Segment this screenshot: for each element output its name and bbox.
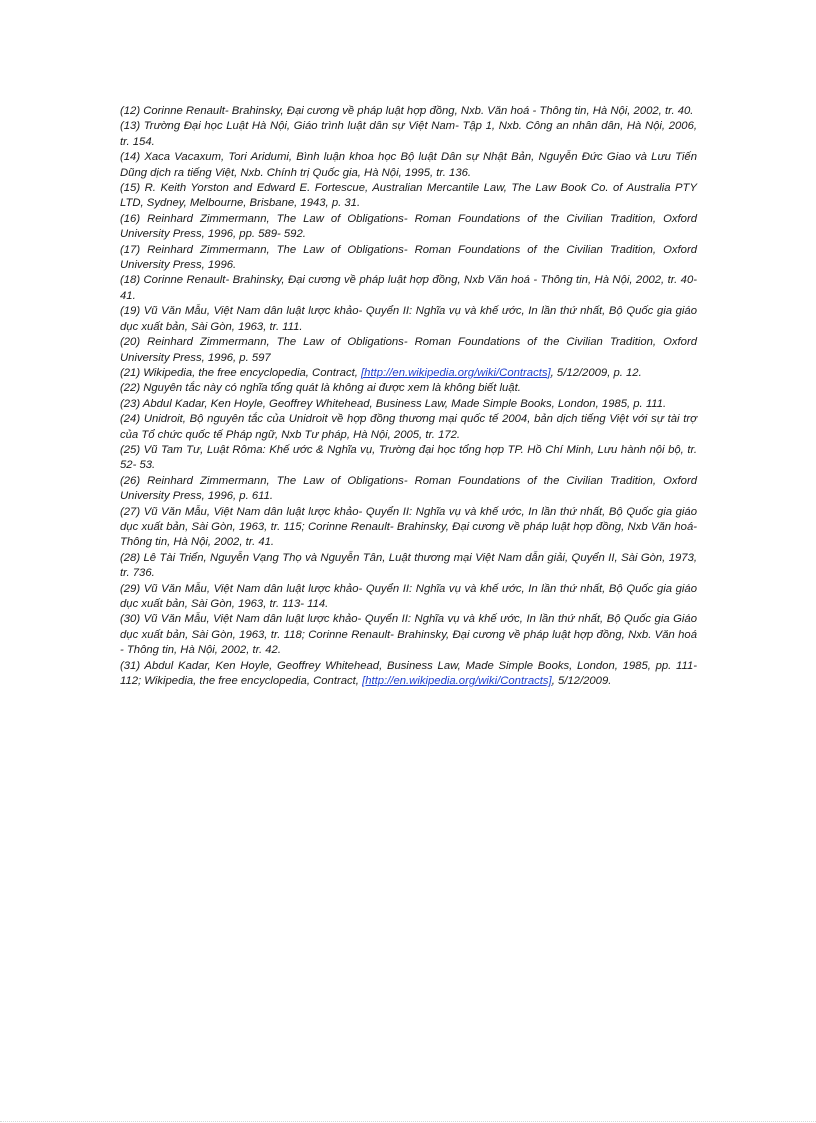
footnote	[120, 243, 697, 274]
footnote-text: (28) Lê Tài Triển, Nguyễn Vạng Thọ và Nguyễn Tân, Luật thương mại Việt Nam dẫn giải, Quyển II, Sài Gòn, 1973, tr. 736.	[120, 551, 697, 580]
footnote	[120, 335, 697, 366]
footnote-list	[120, 104, 697, 689]
footnote	[120, 412, 697, 443]
footnote-text: (27) Vũ Văn Mẫu, Việt Nam dân luật lược khảo- Quyển II: Nghĩa vụ và khế ước, In lần thứ nhất, Bộ Quốc gia giáo dục xuất bản, Sài Gòn, 1963, tr. 115; Corinne Renault- Brahinsky, Đại cương về pháp luật hợp đồng, Nxb Văn hoá- Thông tin, Hà Nội, 2002, tr. 41.	[120, 505, 697, 549]
footnote	[120, 582, 697, 613]
footnote	[120, 366, 697, 381]
footnote-text: (13) Trường Đại học Luật Hà Nội, Giáo trình luật dân sự Việt Nam- Tập 1, Nxb. Công an nhân dân, Hà Nội, 2006, tr. 154.	[120, 120, 697, 148]
footnote-text-after: , 5/12/2009.	[551, 675, 612, 688]
footnote-text: (17) Reinhard Zimmermann, The Law of Obligations- Roman Foundations of the Civilian Tradition, Oxford University Press, 1996.	[120, 243, 697, 272]
footnote-text: (26) Reinhard Zimmermann, The Law of Obligations- Roman Foundations of the Civilian Tradition, Oxford University Press, 1996, p. 611.	[120, 474, 697, 503]
page-bottom-border	[0, 1121, 816, 1122]
footnote	[120, 181, 697, 212]
footnote	[120, 212, 697, 243]
footnote-text: (15) R. Keith Yorston and Edward E. Fortescue, Australian Mercantile Law, The Law Book Co. of Australia PTY LTD, Sydney, Melbourne, Brisbane, 1943, p. 31.	[120, 182, 697, 210]
footnote-text-after: , 5/12/2009, p. 12.	[550, 366, 642, 379]
footnote-text: (14) Xaca Vacaxum, Tori Aridumi, Bình luận khoa học Bộ luật Dân sự Nhật Bản, Nguyễn Đức Giao và Lưu Tiến Dũng dịch ra tiếng Việt, Nxb. Chính trị Quốc gia, Hà Nội, 1995, tr. 136.	[120, 151, 697, 179]
footnote-text: (24) Unidroit, Bộ nguyên tắc của Unidroit về hợp đồng thương mại quốc tế 2004, bản dịch tiếng Việt với sự tài trợ của Tổ chức quốc tế Pháp ngữ, Nxb Tư pháp, Hà Nội, 2005, tr. 172.	[120, 413, 697, 441]
footnote-text: (16) Reinhard Zimmermann, The Law of Obligations- Roman Foundations of the Civilian Tradition, Oxford University Press, 1996, pp. 589- 592.	[120, 212, 697, 241]
footnote	[120, 612, 697, 658]
footnote-text: (12) Corinne Renault- Brahinsky, Đại cương về pháp luật hợp đồng, Nxb. Văn hoá - Thông tin, Hà Nội, 2002, tr. 40.	[120, 105, 694, 117]
footnote-text: (23) Abdul Kadar, Ken Hoyle, Geoffrey Whitehead, Business Law, Made Simple Books, London, 1985, p. 111.	[120, 397, 667, 410]
footnote	[120, 104, 697, 119]
footnote-text: (21) Wikipedia, the free encyclopedia, Contract,	[120, 366, 362, 379]
footnote	[120, 150, 697, 181]
footnote-text: (31) Abdul Kadar, Ken Hoyle, Geoffrey Whitehead, Business Law, Made Simple Books, London, 1985, pp. 111- 112; Wikipedia, the free encyclopedia, Contract,	[120, 659, 697, 688]
footnote	[120, 273, 697, 304]
footnote-text: (20) Reinhard Zimmermann, The Law of Obligations- Roman Foundations of the Civilian Tradition, Oxford University Press, 1996, p. 597	[120, 336, 697, 364]
footnote-text: (29) Vũ Văn Mẫu, Việt Nam dân luật lược khảo- Quyển II: Nghĩa vụ và khế ước, In lần thứ nhất, Bộ Quốc gia giáo dục xuất bản, Sài Gòn, 1963, tr. 113- 114.	[120, 582, 697, 610]
footnote	[120, 381, 697, 396]
footnote	[120, 304, 697, 335]
footnote	[120, 119, 697, 150]
footnote-text: (25) Vũ Tam Tư, Luật Rôma: Khế ước & Nghĩa vụ, Trường đại học tổng hợp TP. Hồ Chí Minh, Lưu hành nội bộ, tr. 52- 53.	[120, 443, 697, 472]
footnote	[120, 474, 697, 505]
footnote	[120, 659, 697, 690]
footnote-text: (22) Nguyên tắc này có nghĩa tổng quát là không ai được xem là không biết luật.	[120, 382, 521, 395]
wikipedia-contracts-link[interactable]: [http://en.wikipedia.org/wiki/Contracts]	[362, 675, 552, 688]
footnote	[120, 397, 697, 412]
footnote	[120, 505, 697, 551]
footnote-text: (19) Vũ Văn Mẫu, Việt Nam dân luật lược khảo- Quyển II: Nghĩa vụ và khế ước, In lần thứ nhất, Bộ Quốc gia giáo dục xuất bản, Sài Gòn, 1963, tr. 111.	[120, 305, 697, 333]
footnote-text: (30) Vũ Văn Mẫu, Việt Nam dân luật lược khảo- Quyển II: Nghĩa vụ và khế ước, In lần thứ nhất, Bộ Quốc gia Giáo dục xuất bản, Sài Gòn, 1963, tr. 118; Corinne Renault- Brahinsky, Đại cương về pháp luật hợp đồng, Nxb. Văn hoá - Thông tin, Hà Nội, 2002, tr. 42.	[120, 613, 697, 657]
footnote	[120, 551, 697, 582]
wikipedia-contracts-link[interactable]: [http://en.wikipedia.org/wiki/Contracts]	[361, 366, 551, 379]
footnote-text: (18) Corinne Renault- Brahinsky, Đại cương về pháp luật hợp đồng, Nxb Văn hoá - Thông tin, Hà Nội, 2002, tr. 40- 41.	[120, 274, 697, 302]
footnote	[120, 443, 697, 474]
